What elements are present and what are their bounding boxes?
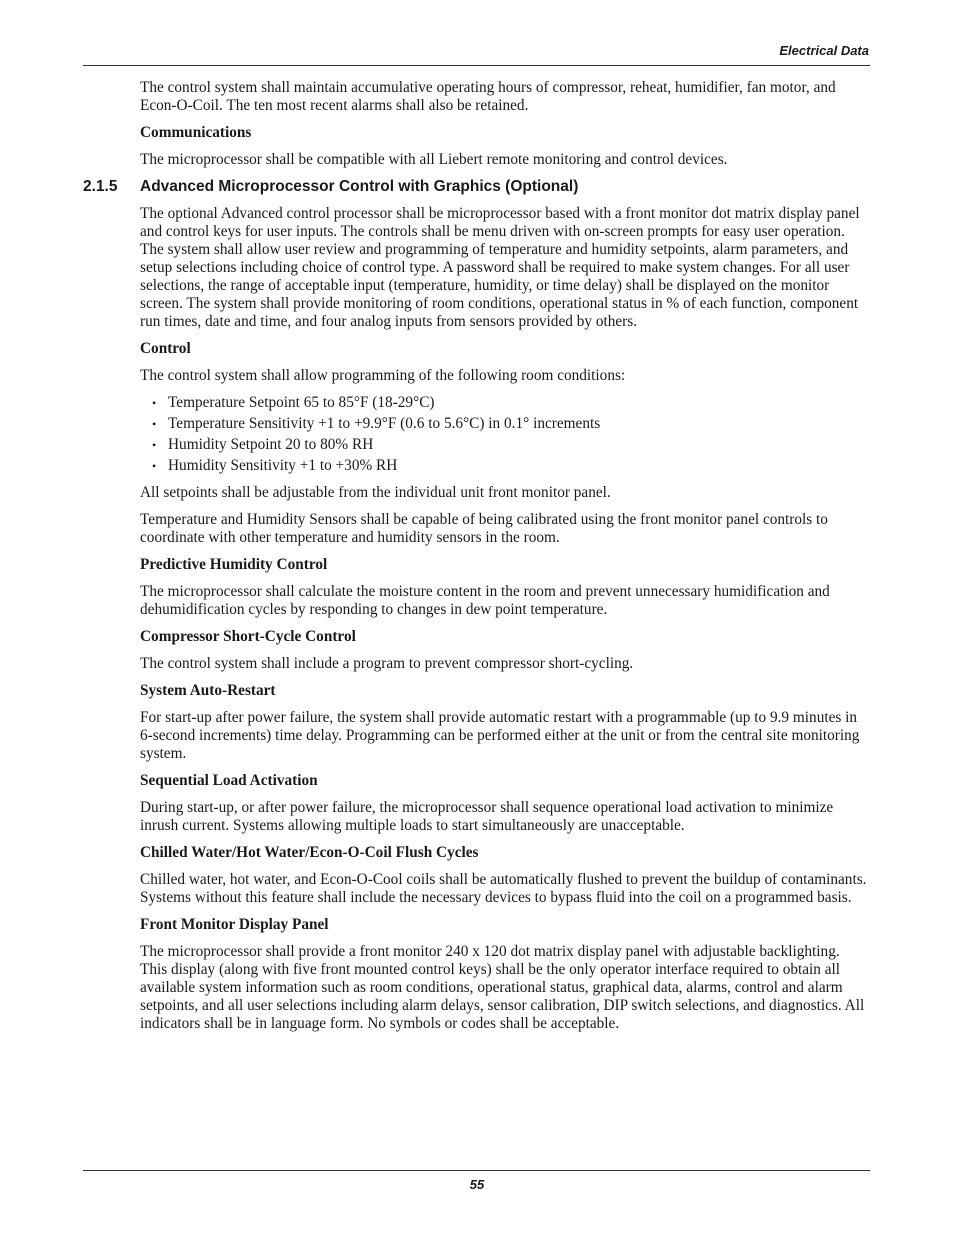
restart-paragraph: For start-up after power failure, the system shall provide automatic restart with a programmable (up to 9.9 minutes in 6-second increments) time delay. Programming can be performed either at the unit or from the central site monitoring system. bbox=[140, 709, 860, 762]
page-number: 55 bbox=[469, 1177, 485, 1192]
sequential-paragraph: During start-up, or after power failure, the microprocessor shall sequence operational load activation to minimize inrush current. Systems allowing multiple loads to start simultaneously are unacceptable. bbox=[140, 799, 834, 834]
compressor-heading: Compressor Short-Cycle Control bbox=[140, 628, 356, 645]
communications-paragraph: The microprocessor shall be compatible with all Liebert remote monitoring and control devices. bbox=[140, 151, 728, 168]
flush-paragraph: Chilled water, hot water, and Econ-O-Cool coils shall be automatically flushed to prevent the buildup of contaminants. Systems without this feature shall include the necessary devices to bypass fluid into the coil on a programmed basis. bbox=[140, 871, 867, 906]
list-item: • Humidity Sensitivity +1 to +30% RH bbox=[140, 457, 870, 475]
running-header: Electrical Data bbox=[779, 43, 869, 58]
flush-heading: Chilled Water/Hot Water/Econ-O-Coil Flush Cycles bbox=[140, 844, 479, 861]
section-number: 2.1.5 bbox=[83, 178, 118, 195]
list-item: • Temperature Sensitivity +1 to +9.9°F (0.6 to 5.6°C) in 0.1° increments bbox=[140, 415, 870, 433]
control-paragraph-2: Temperature and Humidity Sensors shall be capable of being calibrated using the front monitor panel controls to coordinate with other temperature and humidity sensors in the room. bbox=[140, 511, 828, 546]
control-heading: Control bbox=[140, 340, 191, 357]
display-paragraph: The microprocessor shall provide a front monitor 240 x 120 dot matrix display panel with adjustable backlighting. This display (along with five front mounted control keys) shall be the only operator interface required to obtain all available system information such as room conditions, operational status, graphical data, alarms, control and alarm setpoints, and all user selections including alarm delays, sensor calibration, DIP switch selections, and diagnostics. All indicators shall be in language form. No symbols or codes shall be acceptable. bbox=[140, 943, 865, 1032]
section-title: Advanced Microprocessor Control with Graphics (Optional) bbox=[140, 178, 579, 195]
communications-heading: Communications bbox=[140, 124, 252, 141]
footer-rule bbox=[83, 1170, 870, 1171]
page-body bbox=[83, 79, 870, 1042]
intro-paragraph: The control system shall maintain accumulative operating hours of compressor, reheat, humidifier, fan motor, and Econ-O-Coil. The ten most recent alarms shall also be retained. bbox=[140, 79, 836, 114]
section-paragraph: The optional Advanced control processor shall be microprocessor based with a front monitor dot matrix display panel and control keys for user inputs. The controls shall be menu driven with on-screen prompts for easy user operation. The system shall allow user review and programming of temperature and humidity setpoints, alarm parameters, and setup selections including choice of control type. A password shall be required to make system changes. For all user selections, the range of acceptable input (temperature, humidity, or time delay) shall be displayed on the monitor screen. The system shall provide monitoring of room conditions, operational status in % of each function, component run times, date and time, and four analog inputs from sensors provided by others. bbox=[140, 205, 860, 330]
control-intro: The control system shall allow programming of the following room conditions: bbox=[140, 367, 626, 384]
list-item: • Humidity Setpoint 20 to 80% RH bbox=[140, 436, 870, 454]
restart-heading: System Auto-Restart bbox=[140, 682, 276, 699]
predictive-paragraph: The microprocessor shall calculate the moisture content in the room and prevent unnecessary humidification and dehumidification cycles by responding to changes in dew point temperature. bbox=[140, 583, 830, 618]
display-heading: Front Monitor Display Panel bbox=[140, 916, 329, 933]
sequential-heading: Sequential Load Activation bbox=[140, 772, 318, 789]
predictive-heading: Predictive Humidity Control bbox=[140, 556, 328, 573]
control-list bbox=[140, 394, 870, 475]
compressor-paragraph: The control system shall include a program to prevent compressor short-cycling. bbox=[140, 655, 634, 672]
header-rule bbox=[83, 65, 870, 66]
section-heading bbox=[83, 178, 870, 196]
control-paragraph-1: All setpoints shall be adjustable from the individual unit front monitor panel. bbox=[140, 484, 611, 501]
list-item: • Temperature Setpoint 65 to 85°F (18-29°C) bbox=[140, 394, 870, 412]
